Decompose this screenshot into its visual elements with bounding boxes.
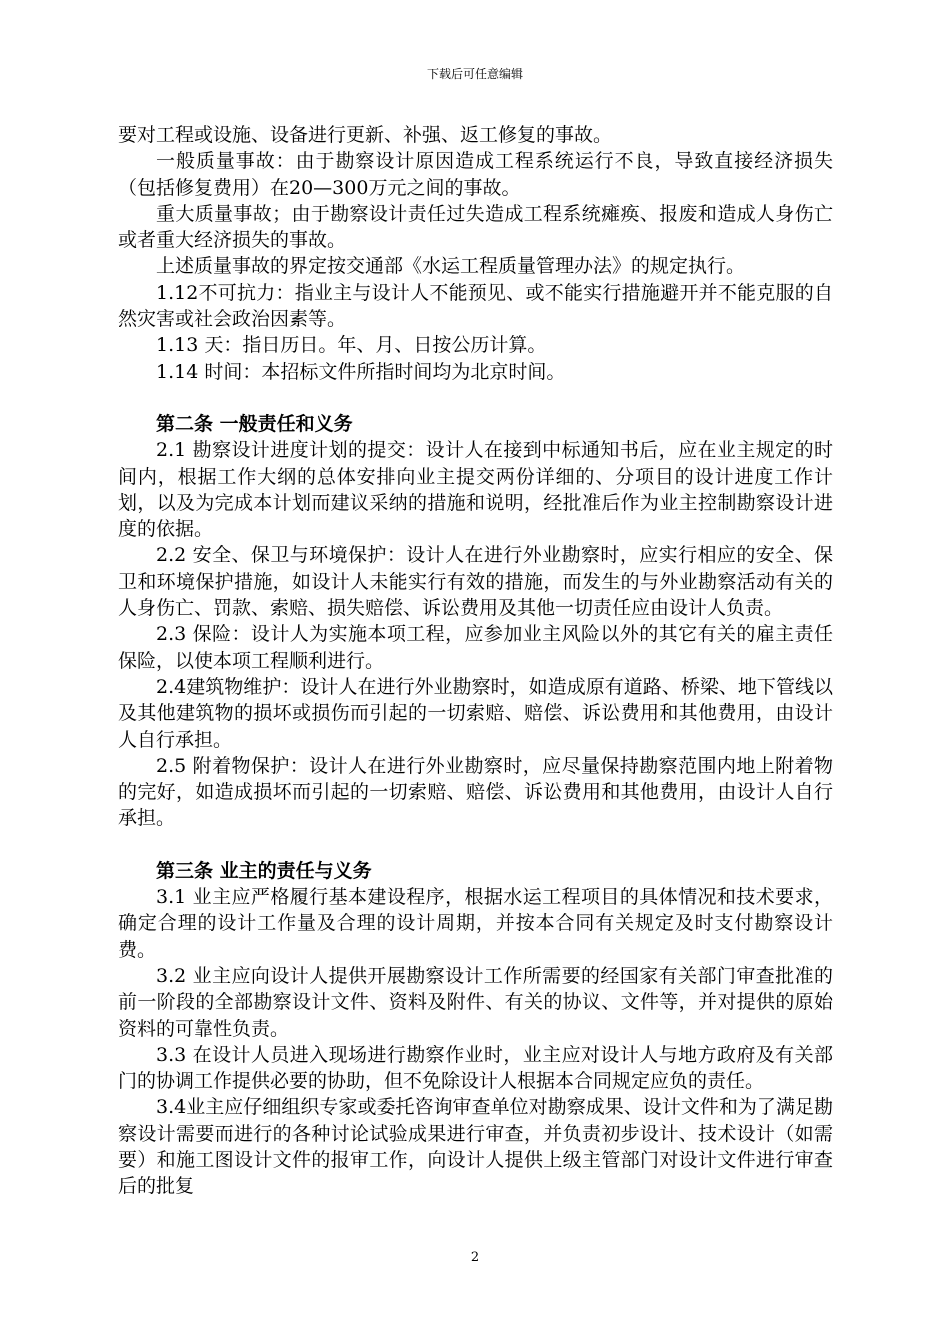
paragraph-definition: 上述质量事故的界定按交通部《水运工程质量管理办法》的规定执行。 bbox=[156, 255, 746, 278]
paragraph-1-12: 1.12不可抗力：指业主与设计人不能预见、或不能实行措施避开并不能克服的自然灾害或社会政治因素等。 bbox=[118, 281, 833, 331]
paragraph-3-3: 3.3 在设计人员进入现场进行勘察作业时，业主应对设计人与地方政府及有关部门的协调工作提供必要的协助，但不免除设计人根据本合同规定应负的责任。 bbox=[118, 1043, 833, 1093]
paragraph-1-13: 1.13 天：指日历日。年、月、日按公历计算。 bbox=[156, 334, 547, 357]
section-spacer bbox=[118, 385, 833, 411]
paragraph-1-14: 1.14 时间：本招标文件所指时间均为北京时间。 bbox=[156, 360, 566, 383]
section-spacer bbox=[118, 832, 833, 858]
paragraph-2-1: 2.1 勘察设计进度计划的提交：设计人在接到中标通知书后，应在业主规定的时间内，根据工作大纲的总体安排向业主提交两份详细的、分项目的设计进度工作计划，以及为完成本计划而建议采纳的措施和说明，经批准后作为业主控制勘察设计进度的依据。 bbox=[118, 439, 833, 541]
section-2-heading: 第二条 一般责任和义务 bbox=[156, 412, 353, 435]
paragraph-3-4: 3.4业主应仔细组织专家或委托咨询审查单位对勘察成果、设计文件和为了满足勘察设计需要而进行的各种讨论试验成果进行审查，并负责初步设计、技术设计（如需要）和施工图设计文件的报审工作，向设计人提供上级主管部门对设计文件进行审查后的批复 bbox=[118, 1096, 833, 1198]
paragraph-2-2: 2.2 安全、保卫与环境保护：设计人在进行外业勘察时，应实行相应的安全、保卫和环境保护措施，如设计人未能实行有效的措施，而发生的与外业勘察活动有关的人身伤亡、罚款、索赔、损失赔偿、诉讼费用及其他一切责任应由设计人负责。 bbox=[118, 544, 833, 620]
paragraph-3-2: 3.2 业主应向设计人提供开展勘察设计工作所需要的经国家有关部门审查批准的前一阶段的全部勘察设计文件、资料及附件、有关的协议、文件等，并对提供的原始资料的可靠性负责。 bbox=[118, 964, 833, 1040]
paragraph-2-3: 2.3 保险：设计人为实施本项工程，应参加业主风险以外的其它有关的雇主责任保险，以使本项工程顺利进行。 bbox=[118, 623, 833, 672]
paragraph-continuation: 要对工程或设施、设备进行更新、补强、返工修复的事故。 bbox=[118, 124, 613, 146]
paragraph-major-accident: 重大质量事故；由于勘察设计责任过失造成工程系统瘫痪、报废和造成人身伤亡或者重大经济损失的事故。 bbox=[118, 202, 833, 252]
section-3-heading: 第三条 业主的责任与义务 bbox=[156, 859, 372, 882]
paragraph-2-5: 2.5 附着物保护：设计人在进行外业勘察时，应尽量保持勘察范围内地上附着物的完好，如造成损坏而引起的一切索赔、赔偿、诉讼费用和其他费用，由设计人自行承担。 bbox=[118, 754, 833, 830]
paragraph-3-1: 3.1 业主应严格履行基本建设程序，根据水运工程项目的具体情况和技术要求，确定合理的设计工作量及合理的设计周期，并按本合同有关规定及时支付勘察设计费。 bbox=[118, 886, 833, 961]
page-number: 2 bbox=[470, 1250, 480, 1265]
paragraph-general-accident: 一般质量事故：由于勘察设计原因造成工程系统运行不良，导致直接经济损失（包括修复费用）在20—300万元之间的事故。 bbox=[118, 150, 833, 199]
paragraph-2-4: 2.4建筑物维护：设计人在进行外业勘察时，如造成原有道路、桥梁、地下管线以及其他建筑物的损坏或损伤而引起的一切索赔、赔偿、诉讼费用和其他费用，由设计人自行承担。 bbox=[118, 675, 833, 751]
page-header: 下载后可任意编辑 bbox=[426, 67, 523, 81]
document-body bbox=[118, 122, 833, 1200]
